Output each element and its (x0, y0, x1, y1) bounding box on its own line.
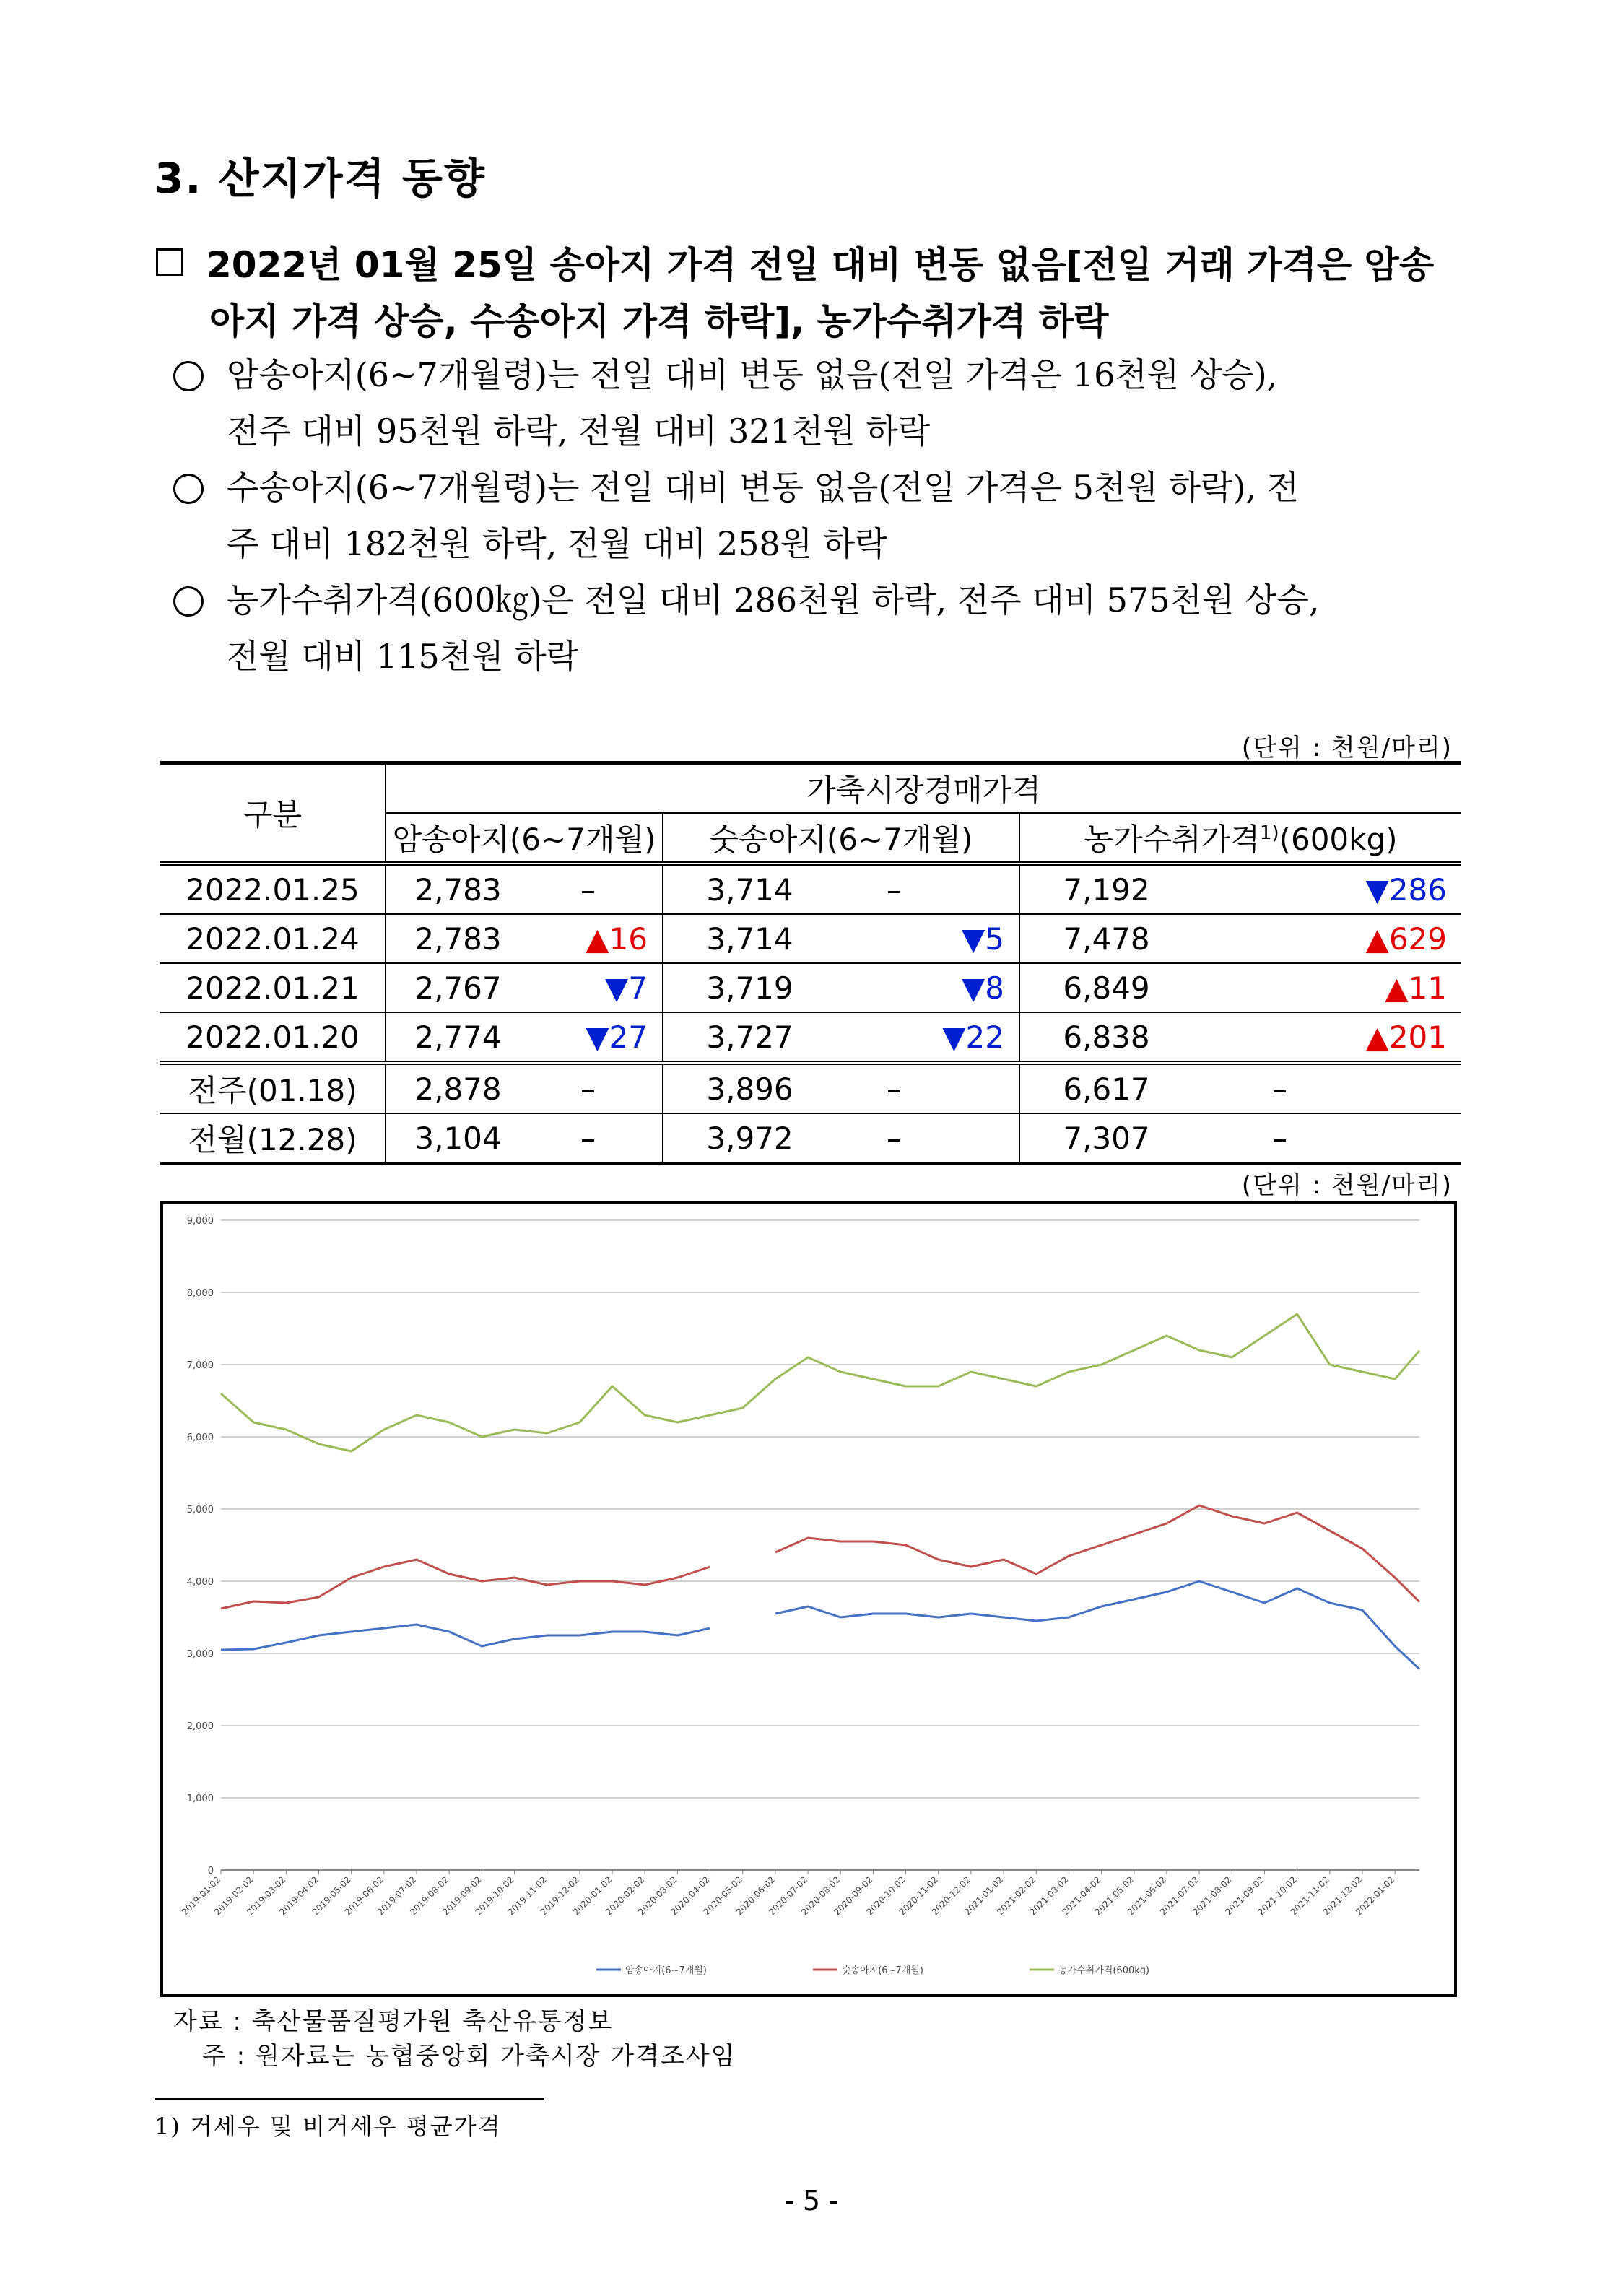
bullet-female-calf: 암송아지(6~7개월령)는 전일 대비 변동 없음(전일 가격은 16천원 상승), 전주 대비 95천원 하락, 전월 대비 321천원 하락 (173, 347, 1473, 459)
bullet-farm-price: 농가수취가격(600㎏)은 전일 대비 286천원 하락, 전주 대비 575천원 상승, 전월 대비 115천원 하락 (173, 572, 1473, 684)
farm-change: ▲629 (1193, 914, 1461, 963)
x-tick-label: 2021-07-02 (1158, 1874, 1201, 1918)
x-tick-label: 2021-05-02 (1092, 1874, 1136, 1918)
x-tick-label: 2021-04-02 (1060, 1874, 1103, 1918)
page-number: - 5 - (784, 2185, 839, 2217)
x-tick-label: 2020-07-02 (766, 1874, 810, 1918)
circle-bullet-icon (173, 474, 204, 504)
source-block (173, 2004, 736, 2074)
y-tick-label: 3,000 (186, 1649, 214, 1660)
footnote: 1) 거세우 및 비거세우 평균가격 (155, 2113, 502, 2140)
bullet-list (173, 347, 1473, 684)
circle-bullet-icon (173, 361, 204, 391)
table-row (160, 1063, 1461, 1113)
price-table (160, 761, 1461, 1165)
footnote-rule (155, 2098, 544, 2100)
farm-change: ▲11 (1193, 963, 1461, 1012)
male-change: – (836, 864, 1019, 914)
x-tick-label: 2019-04-02 (277, 1874, 321, 1918)
col-header-male: 숫송아지(6~7개월) (663, 813, 1019, 864)
checkbox-square-icon (156, 248, 183, 276)
x-tick-label: 2019-02-02 (212, 1874, 256, 1918)
row-header: 구분 (160, 763, 386, 864)
series-line-2 (221, 1314, 1419, 1451)
x-tick-label: 2022-01-02 (1354, 1874, 1397, 1918)
farm-price: 6,838 (1019, 1012, 1193, 1063)
headline (156, 237, 1477, 349)
x-tick-label: 2020-08-02 (799, 1874, 843, 1918)
female-price: 2,767 (386, 963, 530, 1012)
farm-price: 6,849 (1019, 963, 1193, 1012)
y-tick-label: 2,000 (186, 1721, 214, 1732)
price-chart (160, 1201, 1457, 1997)
y-tick-label: 7,000 (186, 1360, 214, 1371)
x-tick-label: 2020-03-02 (636, 1874, 679, 1918)
female-price: 3,104 (386, 1113, 530, 1164)
female-change: – (530, 1113, 663, 1164)
farm-change: – (1193, 1113, 1461, 1164)
x-tick-label: 2021-10-02 (1256, 1874, 1299, 1918)
x-tick-label: 2019-08-02 (408, 1874, 451, 1918)
female-price: 2,783 (386, 914, 530, 963)
group-header: 가축시장경매가격 (386, 763, 1461, 814)
series-line-0 (221, 1581, 1419, 1669)
x-tick-label: 2021-11-02 (1288, 1874, 1331, 1918)
male-price: 3,727 (663, 1012, 836, 1063)
male-change: – (836, 1063, 1019, 1113)
y-tick-label: 5,000 (186, 1505, 214, 1516)
x-tick-label: 2020-10-02 (864, 1874, 908, 1918)
x-tick-label: 2020-05-02 (701, 1874, 744, 1918)
farm-price: 7,192 (1019, 864, 1193, 914)
col-header-female: 암송아지(6~7개월) (386, 813, 663, 864)
female-price: 2,783 (386, 864, 530, 914)
x-tick-label: 2020-06-02 (734, 1874, 778, 1918)
farm-price: 7,478 (1019, 914, 1193, 963)
x-tick-label: 2020-11-02 (897, 1874, 940, 1918)
female-change: ▼7 (530, 963, 663, 1012)
legend-entry: 암송아지(6~7개월) (625, 1965, 707, 1976)
x-tick-label: 2019-06-02 (342, 1874, 386, 1918)
unit-label-table: (단위 : 천원/마리) (1241, 734, 1453, 762)
male-change: ▼5 (836, 914, 1019, 963)
table-row (160, 1113, 1461, 1164)
x-tick-label: 2020-04-02 (669, 1874, 712, 1918)
x-tick-label: 2021-08-02 (1191, 1874, 1234, 1918)
price-chart-svg (163, 1204, 1454, 1994)
farm-price: 7,307 (1019, 1113, 1193, 1164)
x-tick-label: 2019-07-02 (375, 1874, 419, 1918)
x-tick-label: 2019-01-02 (179, 1874, 223, 1918)
male-change: – (836, 1113, 1019, 1164)
table-row (160, 864, 1461, 914)
x-tick-label: 2020-02-02 (604, 1874, 647, 1918)
farm-change: – (1193, 1063, 1461, 1113)
table-body (160, 864, 1461, 1164)
x-tick-label: 2021-03-02 (1027, 1874, 1071, 1918)
x-tick-label: 2020-12-02 (929, 1874, 973, 1918)
x-tick-label: 2019-03-02 (245, 1874, 288, 1918)
female-price: 2,878 (386, 1063, 530, 1113)
y-tick-label: 8,000 (186, 1288, 214, 1299)
y-tick-label: 6,000 (186, 1432, 214, 1443)
male-change: ▼8 (836, 963, 1019, 1012)
x-tick-label: 2020-09-02 (832, 1874, 875, 1918)
x-tick-label: 2019-05-02 (310, 1874, 353, 1918)
y-tick-label: 0 (207, 1866, 214, 1877)
x-tick-label: 2019-11-02 (505, 1874, 549, 1918)
table-row (160, 1012, 1461, 1063)
y-tick-label: 1,000 (186, 1793, 214, 1804)
y-tick-label: 4,000 (186, 1577, 214, 1588)
row-date: 2022.01.24 (160, 914, 386, 963)
row-date: 전월(12.28) (160, 1113, 386, 1164)
female-change: ▲16 (530, 914, 663, 963)
circle-bullet-icon (173, 586, 204, 617)
series-line-1 (221, 1505, 1419, 1609)
male-price: 3,714 (663, 864, 836, 914)
x-tick-label: 2021-01-02 (962, 1874, 1006, 1918)
female-change: ▼27 (530, 1012, 663, 1063)
x-tick-label: 2021-02-02 (995, 1874, 1038, 1918)
male-price: 3,896 (663, 1063, 836, 1113)
table-row (160, 963, 1461, 1012)
farm-change: ▲201 (1193, 1012, 1461, 1063)
x-tick-label: 2019-09-02 (440, 1874, 484, 1918)
headline-line-1: 2022년 01월 25일 송아지 가격 전일 대비 변동 없음[전일 거래 가격은 암송 (156, 237, 1477, 293)
female-price: 2,774 (386, 1012, 530, 1063)
source-line: 자료 : 축산물품질평가원 축산유통정보 (173, 2007, 614, 2036)
x-tick-label: 2021-06-02 (1125, 1874, 1169, 1918)
headline-line-2: 아지 가격 상승, 수송아지 가격 하락], 농가수취가격 하락 (209, 300, 1109, 342)
female-change: – (530, 864, 663, 914)
legend-entry: 숫송아지(6~7개월) (842, 1965, 923, 1976)
female-change: – (530, 1063, 663, 1113)
row-date: 2022.01.25 (160, 864, 386, 914)
legend-entry: 농가수취가격(600kg) (1058, 1965, 1150, 1976)
row-date: 2022.01.21 (160, 963, 386, 1012)
male-price: 3,719 (663, 963, 836, 1012)
x-tick-label: 2019-12-02 (538, 1874, 581, 1918)
row-date: 2022.01.20 (160, 1012, 386, 1063)
male-price: 3,972 (663, 1113, 836, 1164)
bullet-male-calf: 수송아지(6~7개월령)는 전일 대비 변동 없음(전일 가격은 5천원 하락), 전 주 대비 182천원 하락, 전월 대비 258원 하락 (173, 459, 1473, 572)
farm-change: ▼286 (1193, 864, 1461, 914)
section-title: 3. 산지가격 동향 (155, 154, 486, 203)
x-tick-label: 2021-09-02 (1223, 1874, 1266, 1918)
y-tick-label: 9,000 (186, 1216, 214, 1227)
col-header-farm: 농가수취가격$^{1)}$(600kg) (1019, 813, 1461, 864)
x-tick-label: 2021-12-02 (1320, 1874, 1365, 1918)
male-price: 3,714 (663, 914, 836, 963)
table-row (160, 914, 1461, 963)
male-change: ▼22 (836, 1012, 1019, 1063)
unit-label-chart: (단위 : 천원/마리) (1241, 1171, 1453, 1200)
x-tick-label: 2019-10-02 (473, 1874, 516, 1918)
farm-price: 6,617 (1019, 1063, 1193, 1113)
note-line: 주 : 원자료는 농협중앙회 가축시장 가격조사임 (202, 2042, 736, 2071)
row-date: 전주(01.18) (160, 1063, 386, 1113)
x-tick-label: 2020-01-02 (570, 1874, 614, 1918)
